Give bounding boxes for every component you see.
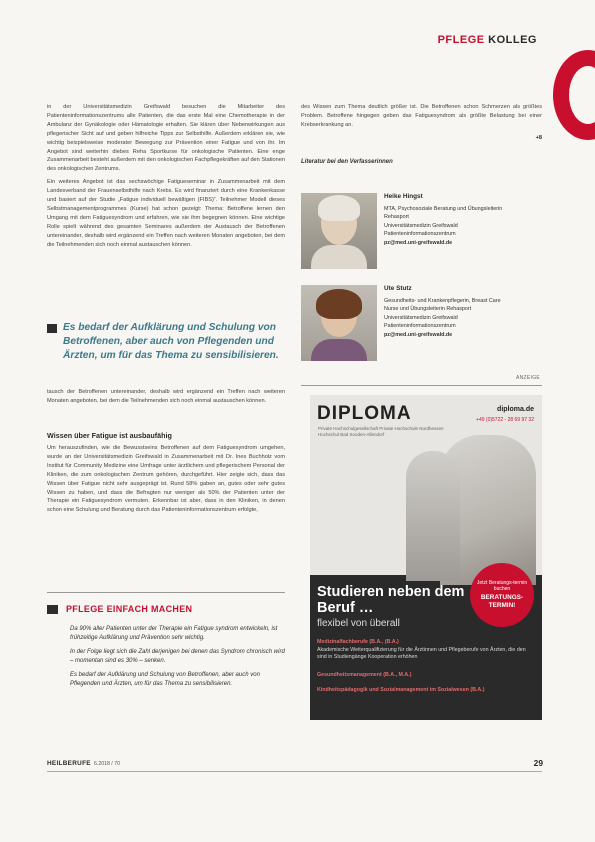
- article-paragraph: des Wissen zum Thema deutlich größer ist. Die Betroffenen schon Schmerzen als größtes Problem. Betroffene hingegen geben das Fatiguesyndrom als größte Belastung bei einer Krebserkrankung an.: [301, 104, 542, 128]
- author-line: MTA, Psychosoziale Beratung und Übungsleiterin: [384, 205, 503, 212]
- ad-phone: +49 (0)5722 - 28 69 97 32: [476, 417, 534, 423]
- article-subheading: Wissen über Fatigue ist ausbaufähig: [47, 431, 172, 440]
- footer-journal: HEILBERUFE: [47, 760, 91, 767]
- ad-logo-subtitle: Private Hochschulgesellschaft Private Hochschule Nordhessen Hochschul Bad Sooden-Allendorf: [318, 426, 444, 437]
- ad-headline: Studieren neben dem Beruf …: [317, 584, 465, 616]
- author-line: Patienteninformationszentrum: [384, 323, 456, 329]
- ad-website[interactable]: diploma.de: [497, 406, 534, 413]
- quote-icon: [47, 324, 57, 333]
- article-column-left-body: [47, 444, 285, 519]
- section-header: [434, 34, 541, 46]
- author-email[interactable]: pz@med.uni-greifswald.de: [384, 331, 453, 338]
- section-word-pflege: PFLEGE: [437, 34, 485, 46]
- ad-course-text: Akademische Weiterqualifizierung für die Ärztinnen und Pflegeberufe von Ärzten, die den sind in Studiengänge Kooperation erhöhen: [317, 646, 526, 660]
- article-column-left-mid: [47, 388, 285, 410]
- author-line: Patienteninformationszentrum: [384, 231, 456, 237]
- article-end-mark: +8: [535, 134, 542, 141]
- ad-logo: DIPLOMA: [317, 403, 412, 424]
- author-email[interactable]: pz@med.uni-greifswald.de: [384, 239, 453, 246]
- ad-course: [317, 639, 535, 662]
- author-line: Nurse und Übungsleiterin Rehasport: [384, 306, 472, 312]
- author-name: Heike Hingst: [384, 193, 423, 200]
- ad-tagline: flexibel von überall: [317, 618, 400, 629]
- red-arc-decoration: [553, 50, 595, 140]
- pull-quote: [47, 321, 285, 363]
- ad-course: [317, 687, 535, 695]
- tip-box-title: PFLEGE EINFACH MACHEN: [66, 604, 193, 614]
- article-paragraph: Ein weiteres Angebot ist das sechswöchige Fatigueseminar in Zusammenarbeit mit dem Landesverband der Frauenselbsthilfe nach Krebs. Es wird finanziert durch eine Krankenkasse und basiert auf der Studie „Fatigue individuell bewältigen (FIBS)“. Teilnehmer Modell dieses Selbstmanagementprogrammes (Kurse) hat schon gezeigt: Thema: Betroffene lernen den Umgang mit dem Fatiguesyndrom und erfahren, wie sie ihm begegnen können. Eine wichtige Rolle spielt während des gesamten Seminares außerdem der Austausch der Betroffenen untereinander, deshalb wird ergänzend ein Treffen nach weiteren Monaten angeboten, bei dem die Teilnehmenden sich noch einmal austauschen können.: [47, 179, 285, 248]
- author-photo: [301, 285, 377, 361]
- divider: [301, 385, 542, 386]
- ad-course-title: Kindheitspädagogik und Sozialmanagement im Sozialwesen (B.A.): [317, 687, 485, 693]
- article-column-right-top: [301, 103, 542, 143]
- author-photo: [301, 193, 377, 269]
- ad-badge[interactable]: [470, 563, 534, 627]
- author-info: [384, 193, 542, 247]
- tip-box-list: [70, 625, 285, 694]
- author-line: Rehasport: [384, 214, 409, 220]
- tip-item: Da 90% aller Patienten unter der Therapie ein Fatigue syndrom entwickeln, ist frühzeitige Aufklärung und Prävention sehr wichtig.: [70, 626, 278, 641]
- tip-box-icon: [47, 605, 58, 614]
- author-line: Gesundheits- und Krankenpflegerin, Breast Care: [384, 297, 501, 304]
- ad-course-title: Gesundheitsmanagement (B.A., M.A.): [317, 672, 412, 678]
- section-word-kolleg: KOLLEG: [488, 34, 537, 46]
- article-paragraph: Um herauszufinden, wie die Bewusstseins Betroffenen auf dem Fatiguesyndrom umgehen, wurde an der Universitätsmedizin Greifswald in Zusammenarbeit mit Dr. Ines Buchholz vom Institut für Community Medizine eine Umfrage unter ärztlichem und pflegerischem Personal der Kliniken, die zum onkologischen Zentrum gehören, durchgeführt. Hier zeigte sich, dass das Wissen über Fatigue nicht sehr ausgeprägt ist. Rund 58% gaben an, gutes oder sehr gutes Wissen zu haben, und dass die Befragten nur weniger als 50% der Patienten unter der Therapie ein Fatiguesyndrom vermuten. Erkennbar ist aber, dass in den Kliniken, in denen schon eine Schulung und Beratung durch das Patienteninformationszentrum erfolgte,: [47, 445, 285, 514]
- ad-photo-figure: [406, 451, 460, 581]
- footer-issue: 6.2018 / 70: [94, 761, 120, 767]
- article-paragraph: in der Universitätsmedizin Greifswald besuchen die Mitarbeiter des Patienteninformationszentrums alle Patienten, die das erste Mal eine Chemotherapie in der Ambulanz der Gynäkologie oder Hämatologie erhalten. Sie klären über Nebenwirkungen aus pflegerischer Sicht auf und geben hilfreiche Tipps zur Selbsthilfe. Außerdem erklären sie, wie wichtig beispielsweise moderater Bewegung zur Prävention einer Fatigue und von ihr. Im Angebot sind weiterhin diebes Reha Sportkurse für onkologische Patienten. Eine enge Zusammenarbeit besteht außerdem mit den onkologischen Fachpflegekräften auf den Stationen des onkologischen Zentrums.: [47, 104, 285, 173]
- author-line: Universitätsmedizin Greifswald: [384, 314, 458, 321]
- ad-badge-line: Jetzt Beratungs-termin buchen: [476, 580, 528, 592]
- literature-note: Literatur bei den Verfasserinnen: [301, 159, 393, 165]
- ad-badge-line: BERATUNGS-TERMIN!: [480, 594, 524, 609]
- divider: [47, 592, 285, 593]
- tip-item: In der Folge liegt sich die Zahl derjenigen bei denen das Syndrom chronisch wird – momentan sind es 30% – senken.: [70, 649, 285, 664]
- ad-label: ANZEIGE: [516, 375, 541, 381]
- page-number: 29: [533, 758, 543, 768]
- tip-item: Es bedarf der Aufklärung und Schulung von Betroffenen, aber auch von Pflegenden und Ärzten, um für das Thema zu sensibilisieren.: [70, 672, 260, 687]
- ad-course: [317, 672, 535, 680]
- article-column-left-top: [47, 103, 285, 254]
- pull-quote-text: Es bedarf der Aufklärung und Schulung von Betroffenen, aber auch von Pflegenden und Ärzten, um für das Thema zu sensibilisieren.: [63, 322, 279, 361]
- author-line: Universitätsmedizin Greifswald: [384, 222, 458, 229]
- author-name: Ute Stutz: [384, 285, 412, 292]
- advertisement[interactable]: [310, 395, 542, 720]
- article-paragraph: tausch der Betroffenen untereinander, deshalb wird ergänzend ein Treffen nach weiteren Monaten angeboten, bei dem die Teilnehmenden sich noch einmal austauschen können.: [47, 389, 285, 404]
- ad-course-title: Medizinalfachberufe (B.A., (B.A.): [317, 639, 399, 645]
- author-info: [384, 285, 542, 339]
- footer-divider: [47, 771, 542, 772]
